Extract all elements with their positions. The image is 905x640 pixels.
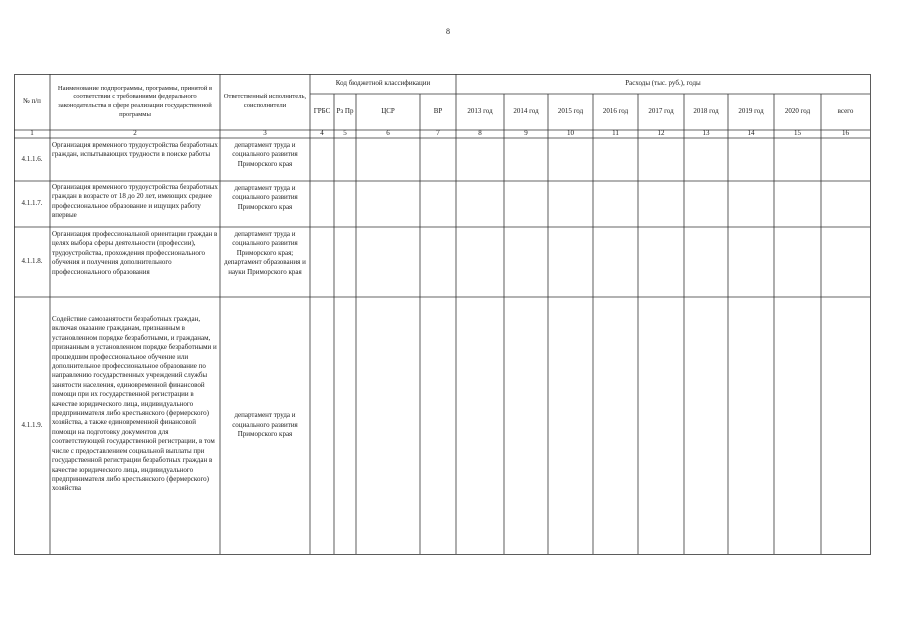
col-number: 4 (320, 129, 324, 138)
header-responsible: Ответственный исполнитель, соисполнители (223, 93, 307, 109)
col-number: 8 (478, 129, 482, 138)
row-number: 4.1.1.6. (21, 154, 43, 163)
header-grbs: ГРБС (313, 107, 331, 116)
row-number: 4.1.1.9. (21, 420, 43, 429)
page-number: 8 (446, 27, 450, 36)
col-number: 11 (612, 129, 619, 138)
col-number: 5 (343, 129, 347, 138)
header-budget-code: Код бюджетной классификации (335, 79, 431, 88)
row-responsible: департамент труда и социального развития Приморского края (232, 184, 298, 211)
col-number: 6 (386, 129, 390, 138)
row-number: 4.1.1.8. (21, 257, 43, 266)
header-csr: ЦСР (381, 107, 395, 116)
header-year-2014: 2014 год (513, 107, 539, 116)
header-year-2019: 2019 год (738, 107, 764, 116)
col-number: 13 (702, 129, 710, 138)
row-responsible: департамент труда и социального развития Приморского края (232, 411, 298, 439)
header-year-2013: 2013 год (467, 107, 493, 116)
header-name: Наименование подпрограммы, программы, принятой в соответствии с требованиями федерального законодательства в сфере реализации государственной программы (57, 84, 213, 118)
row-name: Организация временного трудоустройства безработных граждан, испытывающих трудности в поиске работы (52, 141, 218, 159)
row-name: Содействие самозанятости безработных граждан, включая оказание гражданам, признанным в установленном порядке безработными, и гражданам, признанным в установленном порядке безработными и прошедшим профессиональное обучение или дополнительное профессиональное образование по направлению государственных учреждений службы занятости населения, единовременной финансовой помощи при их государственной регистрации в качестве юридического лица, индивидуального предпринимателя либо крестьянского (фермерского) хозяйства, а также единовременной финансовой помощи на подготовку документов для соответствующей государственной регистрации, в том числе с предоставлением социальной выплаты при государственной регистрации безработных граждан в качестве юридического лица, индивидуального предпринимателя либо крестьянского (фермерского) хозяйства (52, 315, 217, 493)
col-number: 3 (263, 129, 267, 138)
row-number: 4.1.1.7. (21, 199, 43, 208)
col-number: 16 (842, 129, 849, 138)
header-year-2017: 2017 год (648, 107, 674, 116)
col-number: 10 (567, 129, 574, 138)
col-number: 15 (794, 129, 801, 138)
row-name: Организация временного трудоустройства безработных граждан в возрасте от 18 до 20 лет, имеющих среднее профессиональное образование и ищущих работу впервые (52, 183, 218, 220)
col-number: 12 (657, 129, 665, 138)
row-responsible: департамент труда и социального развития Приморского края (232, 141, 298, 168)
header-num: № п/п (23, 97, 41, 106)
col-number: 14 (747, 129, 755, 138)
header-total: всего (837, 107, 854, 116)
row-name: Организация профессиональной ориентации граждан в целях выбора сферы деятельности (профессии), трудоустройства, прохождения профессионального обучения и получения дополнительного профессионального образования (52, 230, 218, 276)
col-number: 2 (133, 129, 137, 138)
col-number: 7 (436, 129, 440, 138)
header-year-2016: 2016 год (602, 107, 629, 116)
header-vr: ВР (433, 107, 443, 116)
header-year-2018: 2018 год (693, 107, 719, 116)
header-year-2015: 2015 год (557, 107, 584, 116)
col-number: 9 (524, 129, 528, 138)
header-rzpr: Рз Пр (336, 107, 354, 116)
col-number: 1 (30, 129, 34, 138)
header-year-2020: 2020 год (784, 107, 811, 116)
row-responsible: департамент труда и социального развития Приморского края; департамент образования и науки Приморского края (224, 230, 306, 276)
budget-table (14, 74, 871, 555)
header-expenses: Расходы (тыс. руб.), годы (625, 79, 701, 88)
